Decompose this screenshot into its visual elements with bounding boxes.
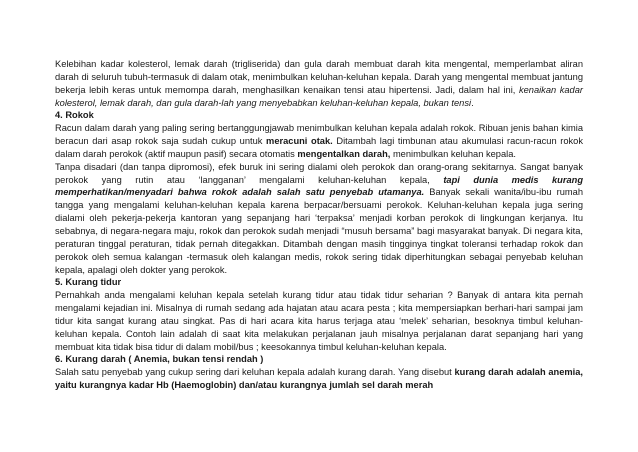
bold-phrase-meracuni: meracuni otak. (266, 136, 333, 147)
bold-italic-medis: tapi dunia medis kurang memperhatikan/menyadari bahwa rokok adalah salah satu penyebab utamanya. (55, 174, 583, 198)
paragraph-cholesterol: Kelebihan kadar kolesterol, lemak darah (trigliserida) dan gula darah membuat darah kita mengental, memperlambat aliran darah di seluruh tubuh-termasuk di dalam otak, menimbulkan keluhan-keluhan kepala. Darah yang mengental membuat jantung bekerja lebih keras untuk memompa darah, menghasilkan kenaikan tensi atau hipertensi. Jadi, dalam hal ini, kenaikan kadar kolesterol, lemak darah, dan gula darah-lah yang menyebabkan keluhan-keluhan kepala, bukan tensi. (55, 59, 583, 108)
paragraph-rokok-2: Tanpa disadari (dan tanpa dipromosi), efek buruk ini sering dialami oleh perokok dan orang-orang sekitarnya. Sangat banyak perokok yang rutin atau ‘langganan’ mengalami keluhan-keluhan kepala, tapi dunia medis kurang memperhatikan/menyadari bahwa rokok adalah salah satu penyebab utamanya. Banyak sekali wanita/ibu-ibu rumah tangga yang mengalami keluhan-keluhan kepala karena berpacar/bersuami perokok. Keluhan-keluhan kepala juga sering dialami oleh pekerja-pekerja kantoran yang sepanjang hari ‘terpaksa’ menjadi korban perokok di lingkungan kerjanya. Itu sebabnya, di negara-negara maju, rokok dan perokok sudah menjadi “musuh bersama” bagi masyarakat banyak. Di negara kita, peraturan tinggal peraturan, tidak pernah ditegakkan. Ditambah dengan masih tingginya tingkat toleransi terhadap rokok dan perokok oleh semua kalangan -termasuk oleh kalangan medis, rokok sering tidak diperhitungkan sebagai penyebab keluhan kepala, apalagi oleh dokter yang perokok. (55, 161, 583, 275)
paragraph-kurang-darah: Salah satu penyebab yang cukup sering dari keluhan kepala adalah kurang darah. Yang disebut kurang darah adalah anemia, yaitu kurangnya kadar Hb (Haemoglobin) dan/atau kurangnya jumlah sel darah merah (55, 367, 583, 391)
section-heading-kurang-tidur: 5. Kurang tidur (55, 277, 122, 288)
paragraph-kurang-tidur: Pernahkah anda mengalami keluhan kepala setelah kurang tidur atau tidak tidur seharian ? Banyak di antara kita pernah mengalami kejadian ini. Misalnya di rumah sedang ada hajatan atau acara pesta ; kita mempersiapkan berhari-hari sampai jam tidur kita sangat kurang atau singkat. Pas di hari acara kita harus terjaga atau ‘melek’ seharian, besoknya timbul keluhan-keluhan kepala. Contoh lain adalah di saat kita melakukan perjalanan jauh misalnya perjalanan darat sepanjang hari yang membuat kita tidak bisa tidur di dalam mobil/bus ; keesokannya timbul keluhan-keluhan kepala. (55, 290, 583, 352)
section-heading-kurang-darah: 6. Kurang darah ( Anemia, bukan tensi rendah ) (55, 354, 264, 365)
paragraph-rokok-1: Racun dalam darah yang paling sering bertanggungjawab menimbulkan keluhan kepala adalah rokok. Ribuan jenis bahan kimia beracun dari asap rokok saja sudah cukup untuk meracuni otak. Ditambah lagi timbunan atau akumulasi racun-racun rokok dalam darah perokok (aktif maupun pasif) secara otomatis mengentalkan darah, menimbulkan keluhan kepala. (55, 123, 584, 159)
italic-conclusion: kenaikan kadar kolesterol, lemak darah, dan gula darah-lah yang menyebabkan keluhan-keluhan kepala, bukan tensi (55, 84, 583, 108)
bold-anemia-definition: kurang darah adalah anemia, yaitu kurangnya kadar Hb (Haemoglobin) dan/atau kurangnya jumlah sel darah merah (55, 367, 583, 391)
document-page (55, 58, 583, 392)
bold-phrase-mengentalkan: mengentalkan darah, (297, 148, 391, 159)
section-heading-rokok: 4. Rokok (55, 110, 94, 121)
